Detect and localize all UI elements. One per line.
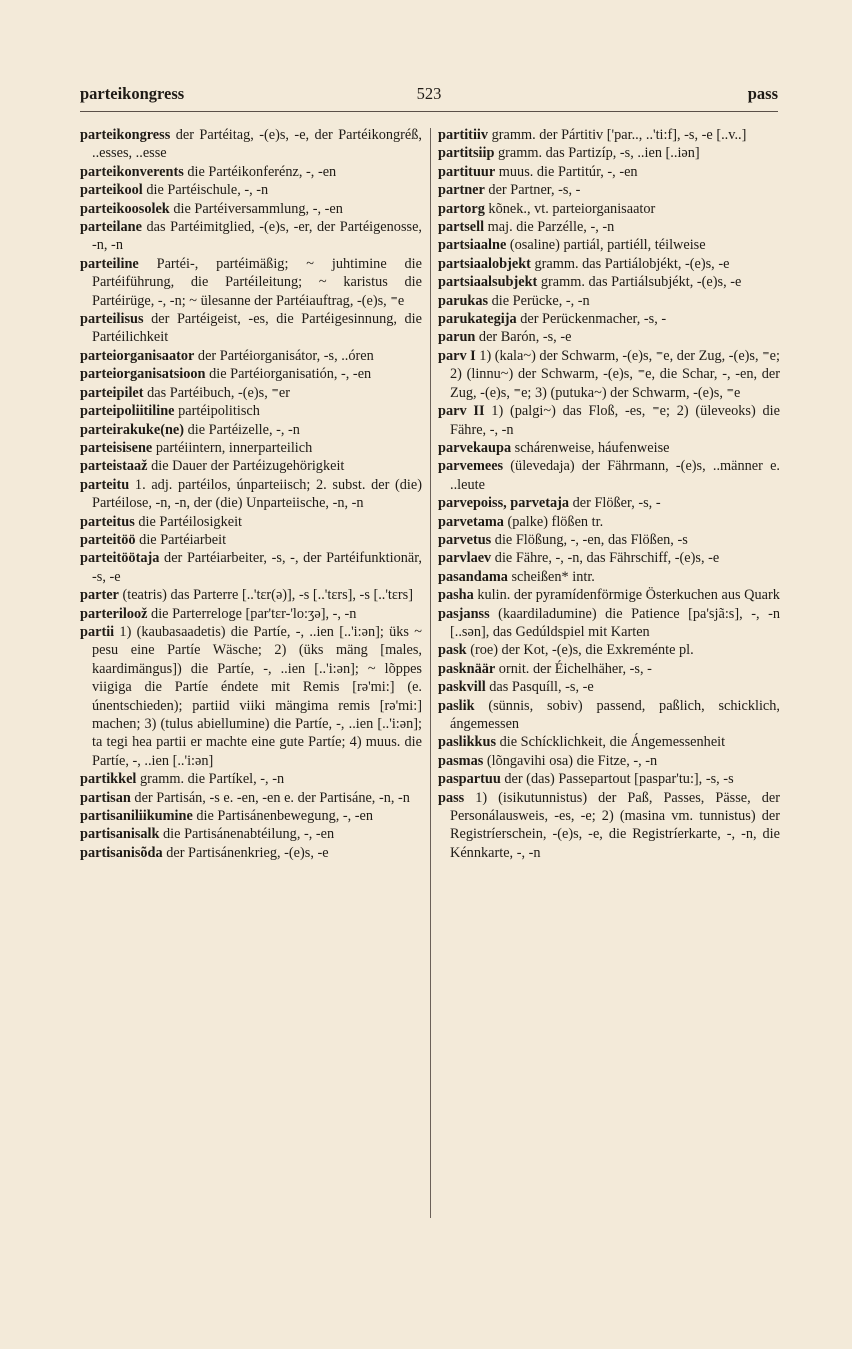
entry-definition: die Parterreloge [par'tɛr-'lo:ʒə], -, -n	[147, 605, 357, 622]
entry-headword: pasandama	[438, 568, 508, 585]
entry-headword: partitiiv	[438, 127, 489, 143]
entry-headword: paslikkus	[438, 734, 497, 751]
entry-definition: der Partisánenkrieg, -(e)s, -e	[162, 844, 329, 861]
dictionary-entry	[438, 181, 780, 199]
entry-headword: parteriloož	[80, 605, 148, 622]
entry-headword: parvetus	[438, 531, 492, 548]
entry-headword: parvemees	[438, 458, 504, 475]
entry-headword: parteiline	[80, 255, 139, 272]
left-column	[80, 126, 422, 862]
entry-definition: scheißen* intr.	[507, 568, 595, 585]
entry-headword: parteitöötaja	[80, 550, 160, 567]
header-rule	[80, 111, 778, 112]
entry-headword: paskvill	[438, 679, 486, 696]
entry-definition: die Dauer der Partéizugehörigkeit	[147, 458, 345, 475]
dictionary-entry	[80, 549, 422, 586]
header-last-headword: pass	[747, 84, 778, 103]
entry-headword: partsiaalne	[438, 237, 507, 254]
entry-definition: (roe) der Kot, -(e)s, die Exkreménte pl.	[466, 642, 694, 659]
header-first-headword: parteikongress	[80, 84, 185, 103]
entry-definition: schárenweise, háufenweise	[511, 439, 670, 456]
entry-headword: parteipoliitiline	[80, 403, 175, 420]
entry-definition: der Partéiarbeiter, -s, -, der Partéifunktionär, -s, -e	[92, 550, 422, 585]
entry-headword: parteiorganisatsioon	[80, 366, 206, 383]
entry-definition: der Partéitag, -(e)s, -e, der Partéikongréß, ..esses, ..esse	[92, 127, 422, 162]
entry-definition: das Partéibuch, -(e)s, ⁼er	[143, 384, 291, 401]
entry-definition: der Partisán, -s e. -en, -en e. der Partisáne, -n, -n	[130, 789, 410, 806]
entry-definition: der Partéiorganisátor, -s, ..óren	[194, 347, 374, 364]
entry-definition: (lõngavihi osa) die Fitze, -, -n	[483, 752, 658, 769]
entry-definition: die Partéizelle, -, -n	[184, 421, 300, 438]
entry-definition: die Perücke, -, -n	[488, 292, 590, 309]
column-divider	[430, 128, 431, 1218]
entry-headword: parter	[80, 587, 119, 604]
entry-headword: parv I	[438, 347, 476, 364]
entry-headword: partituur	[438, 163, 496, 180]
entry-headword: pasknäär	[438, 660, 496, 677]
dictionary-entry	[438, 531, 780, 549]
dictionary-entry	[438, 752, 780, 770]
dictionary-entry	[438, 678, 780, 696]
entry-definition: gramm. der Pártitiv ['par.., ..'ti:f], -s, -e [..v..]	[488, 127, 747, 143]
right-column	[438, 126, 780, 862]
dictionary-entry	[80, 476, 422, 513]
entry-definition: die Partisánenbewegung, -, -en	[192, 808, 374, 825]
entry-headword: parteirakuke(ne)	[80, 421, 185, 438]
dictionary-entry	[80, 163, 422, 181]
entry-headword: parteikonverents	[80, 163, 184, 180]
entry-headword: parteilisus	[80, 311, 144, 328]
dictionary-entry	[438, 770, 780, 788]
entry-headword: parv II	[438, 403, 485, 420]
entry-headword: parteisisene	[80, 439, 153, 456]
dictionary-entry	[438, 310, 780, 328]
entry-definition: der Partner, -s, -	[484, 182, 581, 199]
page-header	[80, 84, 778, 108]
dictionary-entry	[438, 200, 780, 218]
entry-headword: parteikongress	[80, 127, 171, 143]
dictionary-entry	[80, 789, 422, 807]
dictionary-entry	[438, 660, 780, 678]
page-number: 523	[416, 84, 442, 103]
entry-definition: der Barón, -s, -e	[475, 329, 572, 346]
entry-definition: die Partéikonferénz, -, -en	[183, 163, 337, 180]
entry-definition: 1) (isikutunnistus) der Paß, Passes, Pässe, der Personálausweis, -es, -e; 2) (masina vm. tunnistus) der Registríerschein, -(e)s, -e, die Registríerkarte, -, -n, die Kénnkarte, -, -n	[450, 789, 780, 861]
dictionary-entry	[438, 586, 780, 604]
dictionary-entry	[438, 144, 780, 162]
entry-definition: das Pasquíll, -s, -e	[485, 679, 594, 696]
entry-headword: partisanisalk	[80, 826, 160, 843]
entry-definition: ornit. der Éichelhäher, -s, -	[495, 660, 652, 677]
dictionary-entry	[438, 641, 780, 659]
entry-definition: muus. die Partitúr, -, -en	[495, 163, 638, 180]
entry-headword: partner	[438, 182, 485, 199]
entry-headword: parteipilet	[80, 384, 144, 401]
entry-headword: parteikoosolek	[80, 200, 170, 217]
entry-headword: parukategija	[438, 311, 517, 328]
entry-headword: partitsiip	[438, 145, 495, 162]
entry-headword: parteitöö	[80, 531, 136, 548]
dictionary-entry	[80, 586, 422, 604]
entry-definition: partéiintern, innerparteilich	[152, 439, 313, 456]
dictionary-entry	[80, 770, 422, 788]
entry-headword: parun	[438, 329, 476, 346]
entry-definition: 1) (kala~) der Schwarm, -(e)s, ⁼e, der Zug, -(e)s, ⁼e; 2) (linnu~) der Schwarm, -(e)s, ⁼e, die Schar, -, -en, der Zug, -(e)s, ⁼e; 3) (putuka~) der Schwarm, -(e)s, ⁼e	[450, 347, 781, 401]
dictionary-entry	[438, 402, 780, 439]
dictionary-entry	[80, 513, 422, 531]
entry-headword: partsiaalobjekt	[438, 255, 531, 272]
dictionary-entry	[438, 568, 780, 586]
dictionary-entry	[438, 255, 780, 273]
entry-headword: parteitus	[80, 513, 135, 530]
entry-definition: der (das) Passepartout [paspar'tu:], -s, -s	[500, 771, 734, 788]
dictionary-entry	[438, 549, 780, 567]
entry-headword: pask	[438, 642, 467, 659]
entry-headword: partisan	[80, 789, 131, 806]
entry-definition: 1. adj. partéilos, únparteiisch; 2. subst. der (die) Partéilose, -n, -n, der (die) Unparteiische, -n, -n	[92, 476, 422, 512]
dictionary-entry	[80, 365, 422, 383]
entry-headword: parvepoiss, parvetaja	[438, 495, 570, 512]
entry-definition: gramm. die Partíkel, -, -n	[136, 771, 285, 788]
entry-headword: pass	[438, 789, 465, 806]
entry-headword: parvekaupa	[438, 439, 512, 456]
entry-headword: paslik	[438, 697, 475, 714]
entry-definition: (osaline) partiál, partiéll, téilweise	[506, 237, 706, 254]
entry-headword: partisaniliikumine	[80, 808, 193, 825]
entry-definition: die Partéiorganisatión, -, -en	[205, 366, 372, 383]
entry-definition: (sünnis, sobiv) passend, paßlich, schicklich, ángemessen	[450, 697, 780, 732]
entry-headword: parteitu	[80, 476, 130, 493]
dictionary-entry	[80, 531, 422, 549]
dictionary-entry	[80, 218, 422, 255]
entry-definition: die Partéilosigkeit	[134, 513, 243, 530]
entry-headword: partisanisõda	[80, 844, 163, 861]
entry-definition: partéipolitisch	[174, 403, 260, 420]
dictionary-entry	[80, 126, 422, 163]
dictionary-entry	[438, 733, 780, 751]
entry-headword: partsell	[438, 219, 485, 236]
dictionary-entry	[438, 347, 780, 402]
dictionary-entry	[80, 844, 422, 862]
entry-definition: die Partéiversammlung, -, -en	[169, 200, 343, 217]
entry-headword: parvetama	[438, 513, 504, 530]
entry-definition: (teatris) das Parterre [..'tɛr(ə)], -s [..'tɛrs], -s [..'tɛrs]	[118, 587, 413, 604]
entry-definition: die Flößung, -, -en, das Flößen, -s	[491, 531, 688, 548]
dictionary-entry	[438, 494, 780, 512]
entry-definition: gramm. das Partiálobjékt, -(e)s, -e	[530, 255, 730, 272]
dictionary-entry	[80, 623, 422, 770]
entry-definition: kõnek., vt. parteiorganisaator	[484, 200, 656, 217]
entry-headword: partikkel	[80, 771, 137, 788]
dictionary-entry	[80, 181, 422, 199]
dictionary-entry	[438, 513, 780, 531]
entry-headword: parteistaaž	[80, 458, 148, 475]
entry-definition: maj. die Parzélle, -, -n	[484, 219, 615, 236]
dictionary-entry	[80, 255, 422, 310]
entry-headword: parteilane	[80, 219, 142, 236]
entry-definition: gramm. das Partizíp, -s, ..ien [..iən]	[494, 145, 700, 162]
entry-definition: gramm. das Partiálsubjékt, -(e)s, -e	[537, 274, 742, 291]
dictionary-entry	[438, 163, 780, 181]
dictionary-entry	[80, 439, 422, 457]
entry-headword: parvlaev	[438, 550, 492, 567]
dictionary-entry	[80, 200, 422, 218]
dictionary-entry	[438, 328, 780, 346]
entry-definition: (ülevedaja) der Fährmann, -(e)s, ..männer e. ..leute	[450, 458, 780, 493]
entry-definition: der Partéigeist, -es, die Partéigesinnung, die Partéilichkeit	[92, 311, 422, 346]
dictionary-entry	[438, 789, 780, 863]
dictionary-entry	[438, 218, 780, 236]
entry-headword: parteikool	[80, 182, 143, 199]
entry-definition: die Partisánenabtéilung, -, -en	[159, 826, 335, 843]
entry-definition: die Partéiarbeit	[135, 531, 227, 548]
entry-definition: (kaardiladumine) die Patience [pa'sjã:s], -, -n [..sən], das Gedúldspiel mit Karten	[450, 605, 780, 640]
entry-headword: parteiorganisaator	[80, 347, 195, 364]
dictionary-entry	[438, 236, 780, 254]
entry-headword: parukas	[438, 292, 489, 309]
dictionary-entry	[438, 457, 780, 494]
dictionary-entry	[80, 421, 422, 439]
entry-definition: das Partéimitglied, -(e)s, -er, der Partéigenosse, -n, -n	[92, 219, 422, 254]
dictionary-entry	[80, 457, 422, 475]
entry-definition: die Schícklichkeit, die Ángemessenheit	[496, 734, 726, 751]
entry-headword: pasjanss	[438, 605, 490, 622]
entry-definition: der Flößer, -s, -	[569, 495, 661, 512]
entry-headword: partii	[80, 623, 115, 640]
dictionary-entry	[438, 126, 780, 144]
entry-headword: partsiaalsubjekt	[438, 274, 538, 291]
dictionary-entry	[438, 697, 780, 734]
entry-definition: der Perückenmacher, -s, -	[516, 311, 667, 328]
dictionary-entry	[438, 439, 780, 457]
dictionary-entry	[438, 273, 780, 291]
entry-definition: Partéi-, partéimäßig; ~ juhtimine die Partéiführung, die Partéileitung; ~ karistus die Partéirüge, -, -n; ~ ülesanne der Partéiauftrag, -(e)s, ⁼e	[92, 255, 422, 309]
entry-headword: pasha	[438, 587, 474, 604]
dictionary-entry	[80, 402, 422, 420]
dictionary-entry	[80, 605, 422, 623]
dictionary-entry	[80, 825, 422, 843]
entry-definition: die Partéischule, -, -n	[142, 182, 269, 199]
dictionary-entry	[438, 605, 780, 642]
dictionary-entry	[80, 807, 422, 825]
dictionary-entry	[80, 384, 422, 402]
entry-headword: paspartuu	[438, 771, 501, 788]
dictionary-entry	[438, 292, 780, 310]
entry-definition: 1) (kaubasaadetis) die Partíe, -, ..ien [..'i:ən]; üks ~ pesu eine Partíe Wäsche; 2) (üks mäng [males, kaardimängus]) die Partíe, -, ..ien [..'i:ən]; ~ lõppes viigiga die Partíe éndete mit Remis [rə'mi:] (e. únentschieden); partiid viiki mängima remis [rə'mi:] machen; 3) (tulus abiellumine) die Partíe, -, ..ien [..'i:ən]; ta tegi hea partii er machte eine gute Partíe; 4) muus. die Partíe, -, ..ien [..'i:ən]	[92, 623, 422, 769]
entry-definition: (palke) flößen tr.	[503, 513, 604, 530]
entry-definition: 1) (palgi~) das Floß, -es, ⁼e; 2) (üleveoks) die Fähre, -, -n	[450, 403, 781, 438]
dictionary-entry	[80, 347, 422, 365]
entry-definition: die Fähre, -, -n, das Fährschiff, -(e)s, -e	[491, 550, 720, 567]
entry-definition: kulin. der pyramídenförmige Österkuchen aus Quark	[473, 587, 780, 604]
entry-headword: pasmas	[438, 752, 484, 769]
dictionary-entry	[80, 310, 422, 347]
entry-headword: partorg	[438, 200, 485, 217]
